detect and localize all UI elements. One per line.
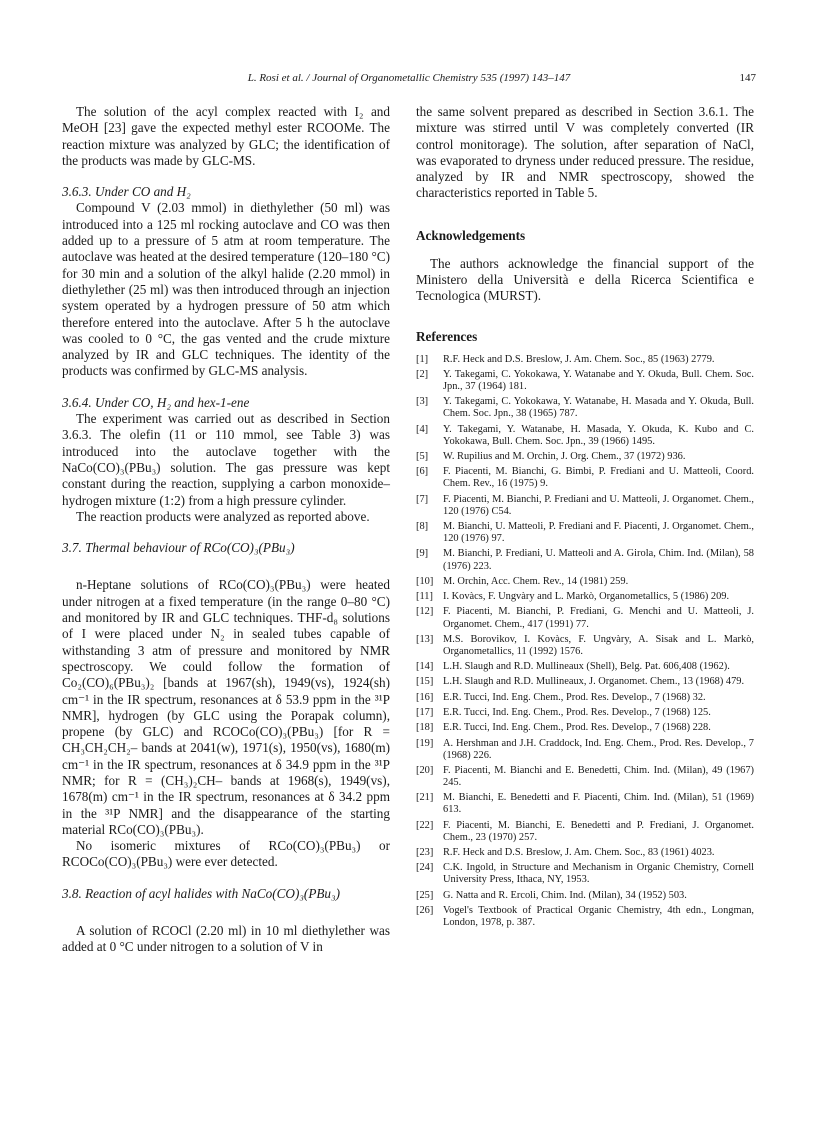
reference-item	[416, 820, 754, 844]
reference-item	[416, 661, 754, 673]
paragraph: Compound V (2.03 mmol) in diethylether (50 ml) was introduced into a 125 ml rocking autoclave and CO was then added up to a pressure of 5 atm at room temperature. The autoclave was heated at the desired temperature (120–180 °C) for 30 min and a solution of the alkyl halide (2.20 mmol) in diethylether (25 ml) was then introduced through an injection system operated by a hydrogen pressure of 50 atm which therefore entered into the autoclave. After 5 h the autoclave was cooled to 0 °C, the gas vented and the crude mixture analyzed by IR and GLC techniques. The identity of the products was confirmed by GLC-MS analysis.	[62, 200, 390, 379]
reference-item	[416, 591, 754, 603]
reference-text: F. Piacenti, M. Bianchi and E. Benedetti, Chim. Ind. (Milan), 49 (1967) 245.	[443, 764, 754, 789]
reference-item	[416, 905, 754, 929]
reference-item	[416, 606, 754, 630]
reference-text: E.R. Tucci, Ind. Eng. Chem., Prod. Res. Develop., 7 (1968) 32.	[443, 691, 706, 703]
reference-text: A. Hershman and J.H. Craddock, Ind. Eng. Chem., Prod. Res. Develop., 7 (1968) 226.	[443, 737, 754, 761]
reference-item	[416, 792, 754, 816]
reference-text: E.R. Tucci, Ind. Eng. Chem., Prod. Res. Develop., 7 (1968) 125.	[443, 707, 711, 719]
reference-text: M.S. Borovikov, I. Kovàcs, F. Ungvàry, A. Sisak and L. Markò, Organometallics, 11 (1992) 1576.	[443, 633, 754, 657]
reference-item	[416, 466, 754, 490]
reference-text: R.F. Heck and D.S. Breslow, J. Am. Chem. Soc., 85 (1963) 2779.	[443, 353, 715, 365]
reference-number: [22]	[416, 819, 434, 831]
paragraph: the same solvent prepared as described in Section 3.6.1. The mixture was stirred until V was completely converted (IR control monitorage). The solution, after separation of NaCl, was evaporated to dryness under reduced pressure. The residue, analyzed by IR and NMR spectroscopy, showed the characteristics reported in Table 5.	[416, 104, 754, 201]
reference-text: E.R. Tucci, Ind. Eng. Chem., Prod. Res. Develop., 7 (1968) 228.	[443, 722, 711, 734]
reference-text: Y. Takegami, C. Yokokawa, Y. Watanabe, H. Masada and Y. Okuda, Bull. Chem. Soc. Jpn., 38 (1965) 787.	[443, 396, 754, 420]
reference-text: M. Bianchi, E. Benedetti and F. Piacenti, Chim. Ind. (Milan), 51 (1969) 613.	[443, 792, 754, 816]
reference-text: Y. Takegami, C. Yokokawa, Y. Watanabe and Y. Okuda, Bull. Chem. Soc. Jpn., 37 (1964) 181.	[443, 368, 754, 393]
reference-number: [10]	[416, 575, 434, 587]
reference-number: [4]	[416, 423, 429, 435]
reference-text: F. Piacenti, M. Bianchi, E. Benedetti and P. Frediani, J. Organomet. Chem., 23 (1970) 257.	[443, 819, 754, 843]
reference-text: F. Piacenti, M. Bianchi, G. Bimbi, P. Frediani and U. Matteoli, Coord. Chem. Rev., 16 (1975) 9.	[443, 466, 754, 490]
section-heading-3-6-4: 3.6.4. Under CO, H₂ and hex-1-ene	[62, 394, 250, 410]
reference-number: [15]	[416, 676, 434, 688]
reference-number: [23]	[416, 847, 434, 859]
reference-number: [11]	[416, 591, 433, 603]
reference-number: [12]	[416, 606, 434, 618]
reference-item	[416, 576, 754, 588]
paragraph: No isomeric mixtures of RCo(CO)₃(PBu₃) or RCOCo(CO)₃(PBu₃) were ever detected.	[62, 838, 390, 870]
reference-text: W. Rupilius and M. Orchin, J. Org. Chem., 37 (1972) 936.	[443, 451, 686, 463]
section-heading-3-6-3: 3.6.3. Under CO and H₂	[62, 184, 191, 200]
reference-number: [2]	[416, 368, 429, 380]
acknowledgements-text: The authors acknowledge the financial support of the Ministero della Università e della Ricerca Scientifica e Tecnologica (MURST).	[416, 255, 754, 304]
page-number: 147	[739, 72, 756, 84]
reference-item	[416, 521, 754, 545]
paragraph: n-Heptane solutions of RCo(CO)₃(PBu₃) were heated under nitrogen at a fixed temperature (in the range 0–80 °C) and monitored by IR and GLC techniques. THF-d₈ solutions of I were placed under N₂ in sealed tubes capable of withstanding 3 atm of pressure and monitored by NMR spectroscopy. We could follow the formation of Co₂(CO)₆(PBu₃)₂ [bands at 1967(sh), 1949(vs), 1924(sh) cm⁻¹ in the IR spectrum, resonances at δ 53.9 ppm in the ³¹P NMR], hydrogen (by GLC using the Porapak column), propene (by GLC) and RCOCo(CO)₃(PBu₃) [for R = CH₃CH₂CH₂– bands at 2041(w), 1971(s), 1950(vs), 1680(m) cm⁻¹ in the IR spectrum, resonances at δ 34.9 ppm in the ³¹P NMR; for R = (CH₃)₂CH– bands at 1968(s), 1949(vs), 1678(m) cm⁻¹ in the IR spectrum, resonances at δ 34.2 ppm in the ³¹P NMR] and the disappearance of the starting material RCo(CO)₃(PBu₃).	[62, 577, 390, 837]
reference-number: [7]	[416, 493, 429, 505]
reference-item	[416, 722, 754, 734]
reference-item	[416, 548, 754, 572]
reference-item	[416, 738, 754, 762]
reference-text: C.K. Ingold, in Structure and Mechanism in Organic Chemistry, Cornell University Press, Ithaca, NY, 1953.	[443, 862, 754, 886]
reference-text: Vogel's Textbook of Practical Organic Chemistry, 4th edn., Longman, London, 1978, p. 387.	[443, 905, 754, 929]
reference-number: [20]	[416, 764, 434, 776]
reference-number: [9]	[416, 548, 429, 560]
reference-text: F. Piacenti, M. Bianchi, P. Frediani, G. Menchi and U. Matteoli, J. Organomet. Chem., 417 (1991) 77.	[443, 606, 754, 630]
reference-text: G. Natta and R. Ercoli, Chim. Ind. (Milan), 34 (1952) 503.	[443, 889, 687, 901]
reference-item	[416, 676, 754, 688]
reference-text: M. Bianchi, U. Matteoli, P. Frediani and F. Piacenti, J. Organomet. Chem., 120 (1976) 97.	[443, 521, 754, 545]
reference-number: [3]	[416, 396, 429, 408]
journal-citation: L. Rosi et al. / Journal of Organometallic Chemistry 535 (1997) 143–147	[247, 72, 571, 84]
reference-item	[416, 494, 754, 518]
reference-item	[416, 369, 754, 393]
reference-number: [16]	[416, 691, 434, 703]
reference-item	[416, 890, 754, 902]
reference-number: [6]	[416, 466, 429, 478]
reference-number: [18]	[416, 722, 434, 734]
reference-number: [1]	[416, 353, 429, 365]
reference-item	[416, 692, 754, 704]
paragraph: The reaction products were analyzed as reported above.	[76, 508, 370, 524]
paragraph: A solution of RCOCl (2.20 ml) in 10 ml diethylether was added at 0 °C under nitrogen to a solution of V in	[62, 923, 390, 955]
paragraph: The experiment was carried out as described in Section 3.6.3. The olefin (11 or 110 mmol, see Table 3) was introduced into the autoclave together with the NaCo(CO)₃(PBu₃) solution. The gas pressure was kept constant during the reaction, supplying a carbon monoxide–hydrogen mixture (1:2) from a high pressure cylinder.	[62, 411, 390, 508]
reference-text: Y. Takegami, Y. Watanabe, H. Masada, Y. Okuda, K. Kubo and C. Yokokawa, Bull. Chem. Soc. Jpn., 39 (1966) 1495.	[443, 423, 754, 447]
references-heading: References	[416, 328, 478, 344]
reference-text: I. Kovàcs, F. Ungvàry and L. Markò, Organometallics, 5 (1986) 209.	[443, 591, 730, 603]
reference-text: L.H. Slaugh and R.D. Mullineaux, J. Organomet. Chem., 13 (1968) 479.	[443, 676, 745, 688]
reference-item	[416, 424, 754, 448]
reference-item	[416, 765, 754, 789]
right-column	[416, 104, 754, 932]
reference-number: [26]	[416, 905, 434, 917]
reference-item	[416, 354, 754, 366]
reference-number: [24]	[416, 862, 434, 874]
reference-text: F. Piacenti, M. Bianchi, P. Frediani and U. Matteoli, J. Organomet. Chem., 120 (1976) C54.	[443, 493, 754, 517]
running-header	[62, 72, 756, 88]
reference-item	[416, 847, 754, 859]
reference-number: [8]	[416, 521, 429, 533]
reference-text: R.F. Heck and D.S. Breslow, J. Am. Chem. Soc., 83 (1961) 4023.	[443, 847, 715, 859]
reference-text: L.H. Slaugh and R.D. Mullineaux (Shell), Belg. Pat. 606,408 (1962).	[443, 661, 730, 673]
reference-item	[416, 862, 754, 886]
section-heading-3-8: 3.8. Reaction of acyl halides with NaCo(CO)₃(PBu₃)	[62, 885, 341, 901]
reference-number: [13]	[416, 633, 434, 645]
reference-number: [21]	[416, 792, 434, 804]
paragraph: The solution of the acyl complex reacted with I₂ and MeOH [23] gave the expected methyl ester RCOOMe. The reaction mixture was analyzed by GLC; the identification of the products was made by GLC-MS.	[62, 104, 390, 168]
reference-number: [19]	[416, 737, 434, 749]
reference-number: [5]	[416, 451, 429, 463]
acknowledgements-heading: Acknowledgements	[416, 227, 526, 243]
reference-number: [14]	[416, 661, 434, 673]
reference-text: M. Orchin, Acc. Chem. Rev., 14 (1981) 259.	[443, 575, 629, 587]
reference-list	[416, 354, 754, 930]
reference-item	[416, 707, 754, 719]
reference-text: M. Bianchi, P. Frediani, U. Matteoli and A. Girola, Chim. Ind. (Milan), 58 (1976) 223.	[443, 548, 754, 572]
reference-number: [25]	[416, 889, 434, 901]
reference-number: [17]	[416, 707, 434, 719]
section-heading-3-7: 3.7. Thermal behaviour of RCo(CO)₃(PBu₃)	[62, 540, 295, 556]
reference-item	[416, 451, 754, 463]
reference-item	[416, 396, 754, 420]
left-column	[62, 104, 390, 956]
reference-item	[416, 634, 754, 658]
